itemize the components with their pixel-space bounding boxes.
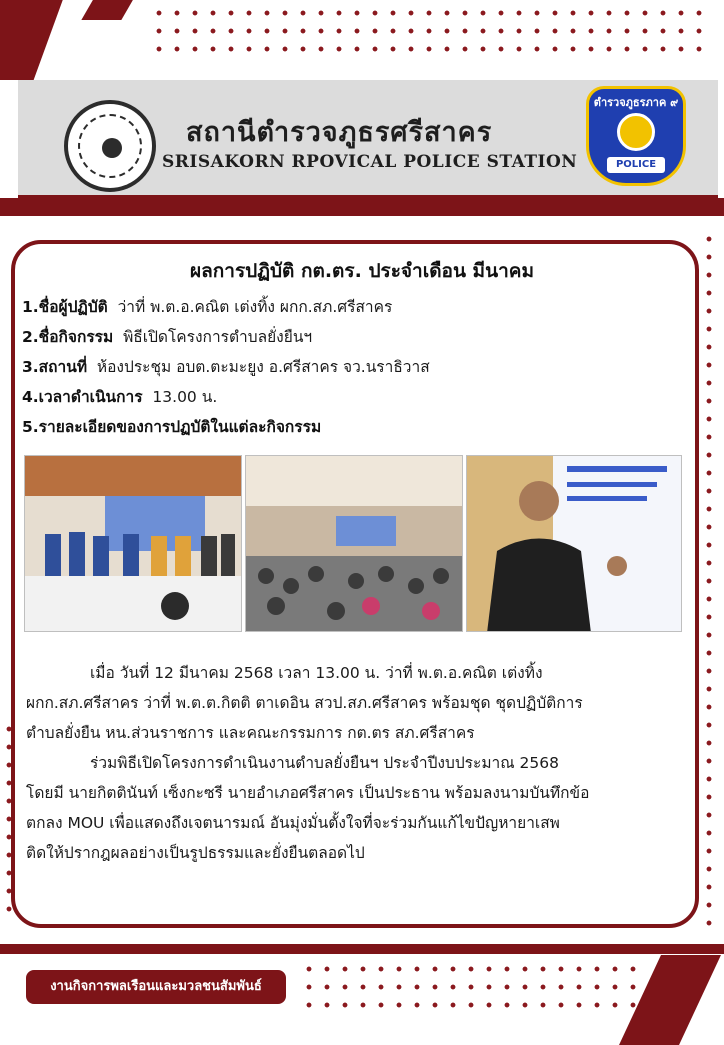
paragraph-line: เมื่อ วันที่ 12 มีนาคม 2568 เวลา 13.00 น. ว่าที่ พ.ต.อ.คณิต เต่งทิ้ง — [90, 664, 543, 682]
item-operator: 1.ชื่อผู้ปฏิบัติ ว่าที่ พ.ต.อ.คณิต เต่งทิ้ง ผกก.สภ.ศรีสาคร — [22, 298, 393, 316]
photo-group — [24, 455, 242, 632]
photo-officer-signing — [466, 455, 682, 632]
item-activity: 2.ชื่อกิจกรรม พิธีเปิดโครงการตำบลยั่งยืนฯ — [22, 328, 313, 346]
paragraph-line: ผกก.สภ.ศรีสาคร ว่าที่ พ.ต.ต.กิตติ ตาเดอิน สวป.สภ.ศรีสาคร พร้อมชุด ชุดปฏิบัติการ — [26, 694, 583, 712]
bottom-dot-pattern — [300, 960, 640, 1020]
station-name-thai: สถานีตำรวจภูธรศรีสาคร — [186, 117, 493, 148]
badge-bottom-text: POLICE — [607, 157, 665, 173]
paragraph-line: โดยมี นายกิตตินันท์ เซ็งกะซรี นายอำเภอศรีสาคร เป็นประธาน พร้อมลงนามบันทึกข้อ — [26, 784, 590, 802]
top-stripe — [81, 0, 138, 20]
item-time: 4.เวลาดำเนินการ 13.00 น. — [22, 388, 218, 406]
top-left-stripe — [0, 0, 66, 80]
station-name-english: SRISAKORN RPOVICAL POLICE STATION — [162, 152, 578, 172]
royal-police-seal-icon — [64, 100, 156, 192]
report-title: ผลการปฏิบัติ กต.ตร. ประจำเดือน มีนาคม — [190, 260, 534, 282]
badge-top-text: ตำรวจภูธรภาค ๙ — [593, 96, 679, 109]
item-location: 3.สถานที่ ห้องประชุม อบต.ตะมะยูง อ.ศรีสาคร จว.นราธิวาส — [22, 358, 430, 376]
police-region-badge-icon — [586, 86, 686, 186]
paragraph-line: ร่วมพิธีเปิดโครงการดำเนินงานตำบลยั่งยืนฯ ประจำปีงบประมาณ 2568 — [90, 754, 560, 772]
item-details-heading: 5.รายละเอียดของการปฏบัติในแต่ละกิจกรรม — [22, 418, 322, 436]
right-dot-pattern — [700, 230, 724, 930]
top-dot-pattern — [150, 4, 710, 64]
photo-meeting-room — [245, 455, 463, 632]
paragraph-line: ตกลง MOU เพื่อแสดงถึงเจตนารมณ์ อันมุ่งมั่นตั้งใจที่จะร่วมกันแก้ไขปัญหายาเสพ — [26, 814, 560, 832]
bottom-stripe — [0, 944, 724, 954]
footer-department-label: งานกิจการพลเรือนและมวลชนสัมพันธ์ — [26, 970, 286, 1004]
paragraph-line: ติดให้ปรากฎผลอย่างเป็นรูปธรรมและยั่งยืนตลอดไป — [26, 844, 365, 862]
badge-emblem — [617, 113, 655, 151]
paragraph-line: ตำบลยั่งยืน หน.ส่วนราชการ และคณะกรรมการ กต.ตร สภ.ศรีสาคร — [26, 724, 475, 742]
